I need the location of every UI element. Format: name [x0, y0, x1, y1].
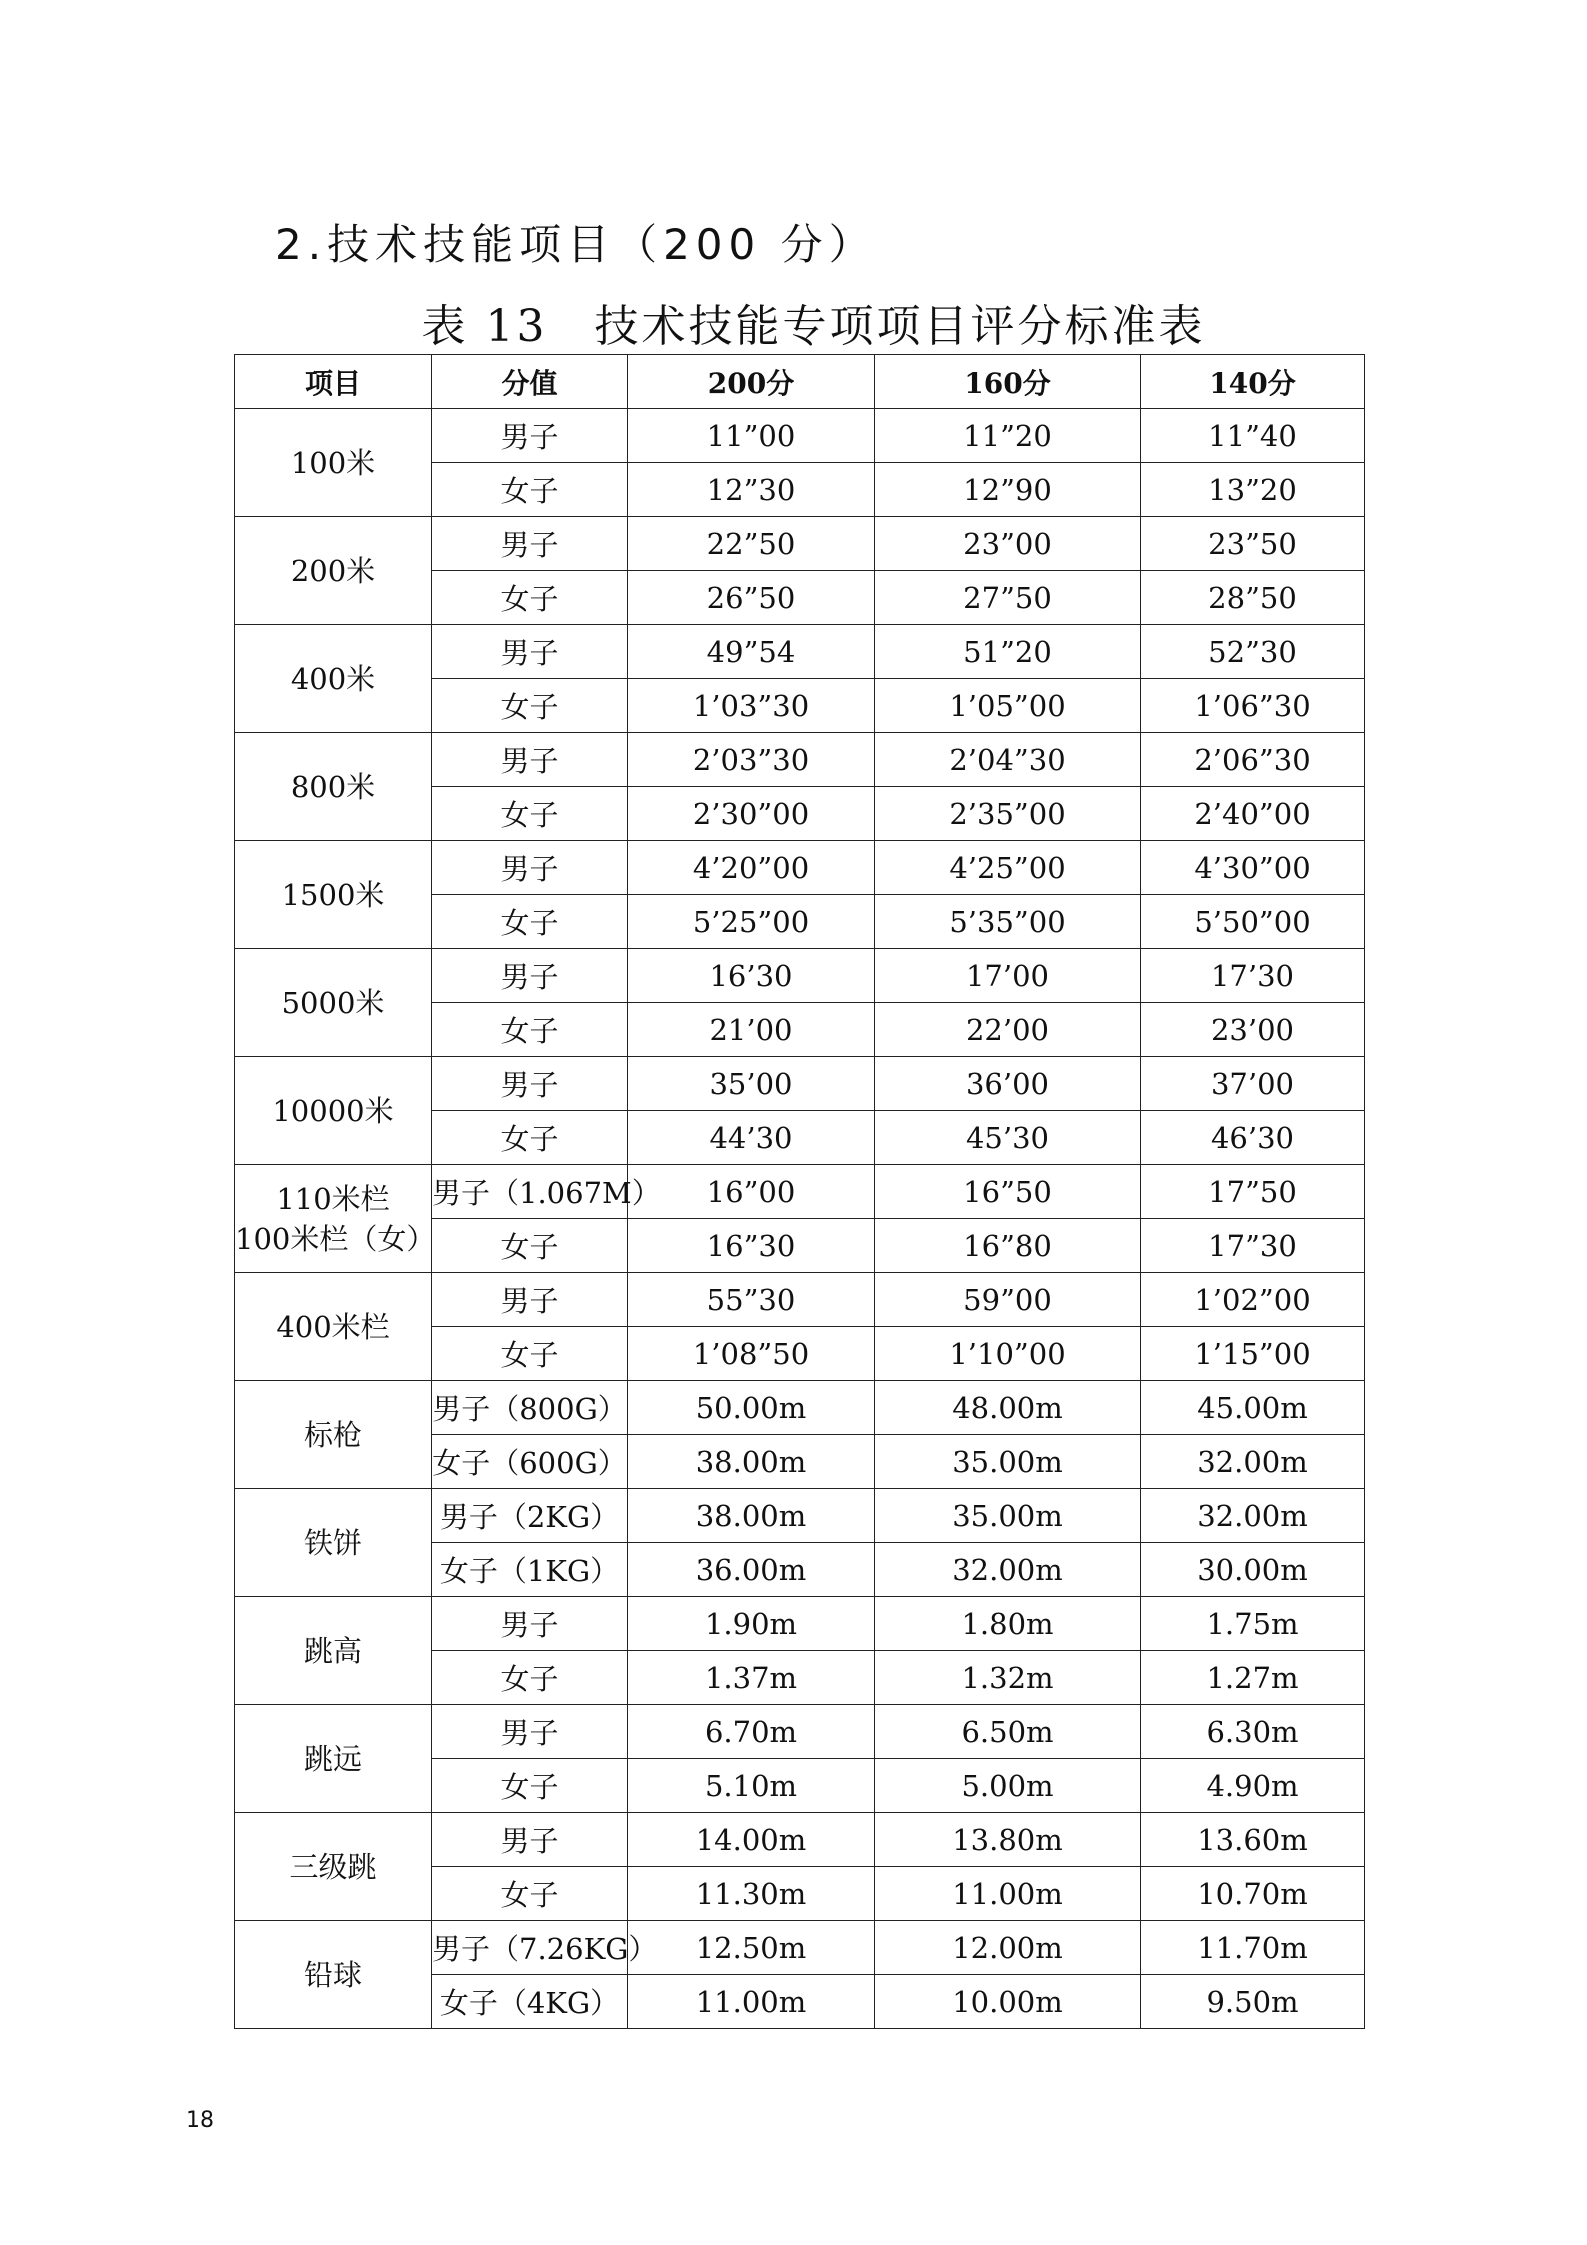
score-200-cell: 4’20”00: [628, 841, 875, 895]
score-140-cell: 23’00: [1141, 1003, 1365, 1057]
group-cell: 男子（800G）: [432, 1381, 628, 1435]
table-body: [235, 409, 1365, 2029]
group-cell: 男子: [432, 1705, 628, 1759]
score-140-cell: 37’00: [1141, 1057, 1365, 1111]
score-200-cell: 26”50: [628, 571, 875, 625]
score-200-cell: 1.37m: [628, 1651, 875, 1705]
table-row: [235, 517, 1365, 571]
score-140-cell: 10.70m: [1141, 1867, 1365, 1921]
group-cell: 女子: [432, 1327, 628, 1381]
table-row: [235, 409, 1365, 463]
score-160-cell: 16”50: [875, 1165, 1141, 1219]
score-140-cell: 13”20: [1141, 463, 1365, 517]
group-cell: 女子: [432, 1219, 628, 1273]
score-160-cell: 12”90: [875, 463, 1141, 517]
score-160-cell: 45’30: [875, 1111, 1141, 1165]
score-140-cell: 2’40”00: [1141, 787, 1365, 841]
group-cell: 男子: [432, 949, 628, 1003]
score-200-cell: 11.30m: [628, 1867, 875, 1921]
event-name-cell: 400米: [235, 625, 432, 733]
score-200-cell: 35’00: [628, 1057, 875, 1111]
group-cell: 男子: [432, 841, 628, 895]
group-cell: 男子（7.26KG）: [432, 1921, 628, 1975]
score-140-cell: 32.00m: [1141, 1489, 1365, 1543]
table-row: [235, 1381, 1365, 1435]
score-160-cell: 5.00m: [875, 1759, 1141, 1813]
score-160-cell: 36’00: [875, 1057, 1141, 1111]
group-cell: 女子: [432, 679, 628, 733]
score-160-cell: 4’25”00: [875, 841, 1141, 895]
score-140-cell: 2’06”30: [1141, 733, 1365, 787]
score-160-cell: 51”20: [875, 625, 1141, 679]
event-name-cell: 110米栏 100米栏（女）: [235, 1165, 432, 1273]
table-row: [235, 949, 1365, 1003]
event-name-cell: 三级跳: [235, 1813, 432, 1921]
event-name-cell: 800米: [235, 733, 432, 841]
score-160-cell: 23”00: [875, 517, 1141, 571]
score-140-cell: 17’30: [1141, 949, 1365, 1003]
score-200-cell: 16’30: [628, 949, 875, 1003]
score-200-cell: 12”30: [628, 463, 875, 517]
event-name-cell: 跳远: [235, 1705, 432, 1813]
score-160-cell: 1.32m: [875, 1651, 1141, 1705]
score-140-cell: 17”50: [1141, 1165, 1365, 1219]
score-200-cell: 38.00m: [628, 1435, 875, 1489]
score-140-cell: 1’02”00: [1141, 1273, 1365, 1327]
group-cell: 男子: [432, 625, 628, 679]
score-160-cell: 10.00m: [875, 1975, 1141, 2029]
group-cell: 女子: [432, 1651, 628, 1705]
score-200-cell: 12.50m: [628, 1921, 875, 1975]
score-160-cell: 22’00: [875, 1003, 1141, 1057]
table-header-row: [235, 355, 1365, 409]
group-cell: 女子: [432, 571, 628, 625]
header-score-140: 140分: [1141, 355, 1365, 409]
score-140-cell: 45.00m: [1141, 1381, 1365, 1435]
score-140-cell: 17”30: [1141, 1219, 1365, 1273]
score-140-cell: 6.30m: [1141, 1705, 1365, 1759]
event-name-cell: 200米: [235, 517, 432, 625]
score-140-cell: 28”50: [1141, 571, 1365, 625]
event-name-cell: 铁饼: [235, 1489, 432, 1597]
score-160-cell: 2’35”00: [875, 787, 1141, 841]
group-cell: 男子: [432, 733, 628, 787]
score-140-cell: 5’50”00: [1141, 895, 1365, 949]
event-name-cell: 100米: [235, 409, 432, 517]
table-row: [235, 1165, 1365, 1219]
score-160-cell: 1’05”00: [875, 679, 1141, 733]
score-140-cell: 32.00m: [1141, 1435, 1365, 1489]
score-140-cell: 1’15”00: [1141, 1327, 1365, 1381]
score-200-cell: 1.90m: [628, 1597, 875, 1651]
score-200-cell: 16”30: [628, 1219, 875, 1273]
table-row: [235, 841, 1365, 895]
score-200-cell: 44’30: [628, 1111, 875, 1165]
table-title: 表 13 技术技能专项项目评分标准表: [421, 301, 1206, 352]
group-cell: 女子（1KG）: [432, 1543, 628, 1597]
score-160-cell: 11.00m: [875, 1867, 1141, 1921]
group-cell: 女子: [432, 1759, 628, 1813]
section-heading: 2.技术技能项目（200 分）: [275, 220, 877, 269]
score-160-cell: 59”00: [875, 1273, 1141, 1327]
score-200-cell: 2’30”00: [628, 787, 875, 841]
score-160-cell: 16”80: [875, 1219, 1141, 1273]
event-name-cell: 1500米: [235, 841, 432, 949]
score-140-cell: 4.90m: [1141, 1759, 1365, 1813]
score-160-cell: 35.00m: [875, 1489, 1141, 1543]
score-160-cell: 12.00m: [875, 1921, 1141, 1975]
group-cell: 女子: [432, 1003, 628, 1057]
score-140-cell: 1.75m: [1141, 1597, 1365, 1651]
group-cell: 女子: [432, 895, 628, 949]
score-200-cell: 11.00m: [628, 1975, 875, 2029]
table-row: [235, 733, 1365, 787]
group-cell: 女子: [432, 1867, 628, 1921]
score-160-cell: 11”20: [875, 409, 1141, 463]
group-cell: 男子（2KG）: [432, 1489, 628, 1543]
group-cell: 女子: [432, 787, 628, 841]
score-200-cell: 16”00: [628, 1165, 875, 1219]
table-row: [235, 1273, 1365, 1327]
page-number: 18: [186, 2108, 214, 2133]
score-160-cell: 35.00m: [875, 1435, 1141, 1489]
score-160-cell: 32.00m: [875, 1543, 1141, 1597]
score-200-cell: 11”00: [628, 409, 875, 463]
score-200-cell: 2’03”30: [628, 733, 875, 787]
score-200-cell: 1’08”50: [628, 1327, 875, 1381]
score-140-cell: 46’30: [1141, 1111, 1365, 1165]
score-160-cell: 48.00m: [875, 1381, 1141, 1435]
event-name-cell: 10000米: [235, 1057, 432, 1165]
score-140-cell: 9.50m: [1141, 1975, 1365, 2029]
group-cell: 女子: [432, 463, 628, 517]
score-140-cell: 13.60m: [1141, 1813, 1365, 1867]
table-row: [235, 1705, 1365, 1759]
group-cell: 女子（4KG）: [432, 1975, 628, 2029]
score-160-cell: 6.50m: [875, 1705, 1141, 1759]
event-name-cell: 跳高: [235, 1597, 432, 1705]
event-name-cell: 400米栏: [235, 1273, 432, 1381]
score-200-cell: 36.00m: [628, 1543, 875, 1597]
score-160-cell: 13.80m: [875, 1813, 1141, 1867]
group-cell: 男子: [432, 1813, 628, 1867]
score-160-cell: 5’35”00: [875, 895, 1141, 949]
event-name-cell: 标枪: [235, 1381, 432, 1489]
score-160-cell: 17’00: [875, 949, 1141, 1003]
score-140-cell: 1.27m: [1141, 1651, 1365, 1705]
score-140-cell: 4’30”00: [1141, 841, 1365, 895]
score-200-cell: 5’25”00: [628, 895, 875, 949]
score-200-cell: 21’00: [628, 1003, 875, 1057]
table-row: [235, 1813, 1365, 1867]
score-200-cell: 55”30: [628, 1273, 875, 1327]
score-200-cell: 49”54: [628, 625, 875, 679]
scoring-standard-table: [234, 354, 1365, 2029]
group-cell: 男子（1.067M）: [432, 1165, 628, 1219]
header-score-200: 200分: [628, 355, 875, 409]
score-140-cell: 23”50: [1141, 517, 1365, 571]
score-140-cell: 30.00m: [1141, 1543, 1365, 1597]
score-160-cell: 27”50: [875, 571, 1141, 625]
score-200-cell: 5.10m: [628, 1759, 875, 1813]
table-row: [235, 625, 1365, 679]
group-cell: 男子: [432, 409, 628, 463]
score-140-cell: 1’06”30: [1141, 679, 1365, 733]
score-140-cell: 11.70m: [1141, 1921, 1365, 1975]
group-cell: 男子: [432, 1273, 628, 1327]
table-row: [235, 1597, 1365, 1651]
group-cell: 女子: [432, 1111, 628, 1165]
score-200-cell: 50.00m: [628, 1381, 875, 1435]
score-200-cell: 1’03”30: [628, 679, 875, 733]
score-160-cell: 1’10”00: [875, 1327, 1141, 1381]
header-group: 分值: [432, 355, 628, 409]
header-event: 项目: [235, 355, 432, 409]
group-cell: 男子: [432, 1057, 628, 1111]
table-row: [235, 1921, 1365, 1975]
score-140-cell: 11”40: [1141, 409, 1365, 463]
table-row: [235, 1057, 1365, 1111]
score-160-cell: 1.80m: [875, 1597, 1141, 1651]
score-140-cell: 52”30: [1141, 625, 1365, 679]
score-200-cell: 6.70m: [628, 1705, 875, 1759]
score-160-cell: 2’04”30: [875, 733, 1141, 787]
group-cell: 男子: [432, 517, 628, 571]
group-cell: 女子（600G）: [432, 1435, 628, 1489]
event-name-cell: 铅球: [235, 1921, 432, 2029]
score-200-cell: 38.00m: [628, 1489, 875, 1543]
header-score-160: 160分: [875, 355, 1141, 409]
score-200-cell: 22”50: [628, 517, 875, 571]
event-name-cell: 5000米: [235, 949, 432, 1057]
group-cell: 男子: [432, 1597, 628, 1651]
score-200-cell: 14.00m: [628, 1813, 875, 1867]
table-row: [235, 1489, 1365, 1543]
